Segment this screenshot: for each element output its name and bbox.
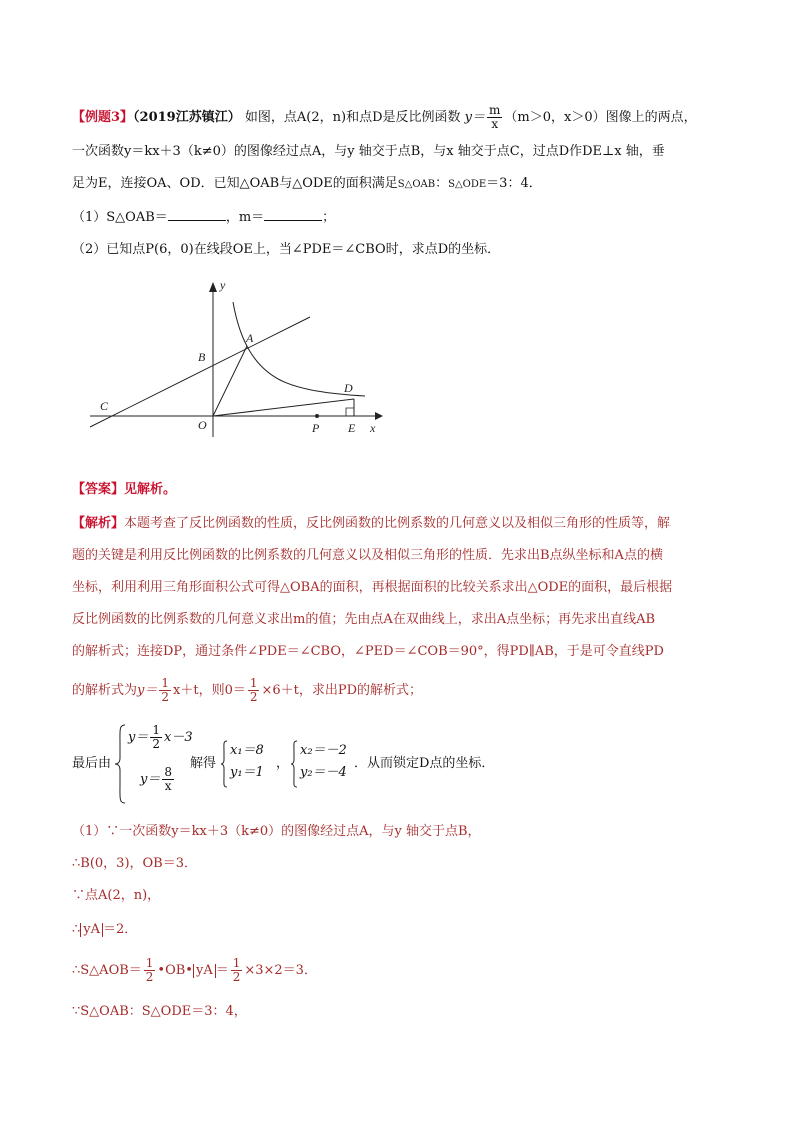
answer-line [72, 480, 176, 500]
problem-point-a: A(2，n) [296, 110, 347, 126]
left-brace [220, 740, 228, 788]
answer-text: 见解析。 [124, 482, 177, 497]
blank-area [168, 208, 226, 221]
fraction-m-over-x: $\frac{m}{x}$ [489, 103, 501, 132]
system-end: ．从而锁定D点的坐标． [354, 756, 495, 771]
answer-label: 【答案】 [72, 482, 125, 497]
label-e: E [348, 421, 356, 435]
analysis-label: 【解析】 [72, 516, 125, 531]
solution-step-2: ∴B(0，3)，OB＝3． [72, 856, 197, 871]
left-brace [290, 740, 298, 788]
problem-text: 如图，点 [244, 110, 297, 126]
fraction-one-half: $\frac{1}{2}$ [249, 675, 258, 704]
analysis-line-3: 坐标，利用利用三角形面积公式可得△OBA的面积，再根据面积的比较关系求出△ODE的面积，最后根据 [72, 580, 673, 595]
line-ab [90, 317, 310, 427]
analysis-line-4: 反比例函数的比例系数的几何意义求出m的值；先由点A在双曲线上，求出A点坐标；再先求出直线AB [72, 612, 656, 627]
fraction-one-half: $\frac{1}{2}$ [161, 675, 170, 704]
solution-2: x₂＝－2 y₂＝－4 [300, 743, 347, 780]
problem-text: 和点D是反比例函数 [346, 110, 461, 126]
analysis-line-6: 的解析式为y＝ $\frac{1}{2}$ x＋t，则0＝ $\frac{1}{2}$ ×6＋t，求出PD的解析式； [72, 675, 423, 704]
segment-od [213, 399, 354, 416]
problem-label: 【例题3】 [72, 110, 134, 126]
function-graph-figure [80, 272, 390, 442]
problem-line-2: 一次函数y＝kx＋3（k≠0）的图像经过点A，与y 轴交于点B，与x 轴交于点C，过点D作DE⊥x 轴，垂 [72, 144, 665, 159]
x-axis-arrow [375, 412, 383, 420]
label-b: B [198, 350, 206, 364]
left-brace [114, 724, 126, 804]
label-x: x [370, 421, 376, 435]
system-eq-1: y＝ $\frac{1}{2}$ x－3 [128, 723, 193, 752]
label-o: O [198, 418, 207, 432]
blank-m [264, 208, 322, 221]
func-y: y＝ [464, 110, 486, 126]
solution-step-3: ∵点A(2，n)， [72, 888, 161, 903]
y-axis-arrow [209, 282, 217, 292]
solution-step-1: （1）∵一次函数y＝kx＋3（k≠0）的图像经过点A，与y 轴交于点B， [72, 824, 481, 839]
system-prefix: 最后由 [72, 756, 112, 771]
label-d: D [344, 381, 353, 395]
equation-system-block: 最后由 y＝ $\frac{1}{2}$ x－3 y＝ $\frac{8}{x}$ 解得 x₁＝8 y₁＝1 ， x₂＝－2 y₂＝－4 ．从而锁定D点的坐标． [72, 722, 532, 806]
problem-source: （2019江苏镇江） [133, 110, 241, 126]
analysis-line-2: 题的关键是利用反比例函数的比例系数的几何意义以及相似三角形的性质．先求出B点纵坐标和A点的横 [72, 548, 663, 563]
solution-step-4: ∴ yA ＝2． [72, 922, 138, 937]
solution-1: x₁＝8 y₁＝1 [230, 743, 264, 780]
label-p: P [312, 421, 320, 435]
solve-text: 解得 [190, 756, 217, 771]
solution-step-6: ∵S△OAB：S△ODE＝3：4， [72, 1004, 247, 1019]
question-2: （2）已知点P(6，0)在线段OE上，当∠PDE＝∠CBO时，求点D的坐标． [72, 242, 501, 257]
label-a: A [246, 331, 254, 345]
problem-condition: （m＞0，x＞0）图像上的两点， [504, 110, 697, 126]
label-c: C [100, 399, 109, 413]
problem-line-3: 足为E，连接OA、OD．已知△OAB与△ODE的面积满足S△OAB：S△ODE＝3：4． [72, 176, 542, 191]
solution-step-5: ∴S△AOB＝ $\frac{1}{2}$ •OB• yA ＝ $\frac{1}{2}$ ×3×2＝3． [72, 955, 317, 984]
point-p [315, 414, 319, 418]
label-y: y [220, 278, 226, 292]
analysis-line-5: 的解析式；连接DP，通过条件∠PDE＝∠CBO，∠PED＝∠COB＝90°，得PD∥AB，于是可令直线PD [72, 644, 664, 659]
right-angle-mark [346, 408, 354, 416]
system-eq-2: y＝ $\frac{8}{x}$ [140, 765, 172, 794]
problem-line-1 [72, 104, 697, 131]
question-1: （1）S△OAB＝ ，m＝ ； [72, 210, 336, 225]
analysis-line-1: 【解析】本题考查了反比例函数的性质，反比例函数的比例系数的几何意义以及相似三角形的性质等，解 [72, 516, 671, 531]
